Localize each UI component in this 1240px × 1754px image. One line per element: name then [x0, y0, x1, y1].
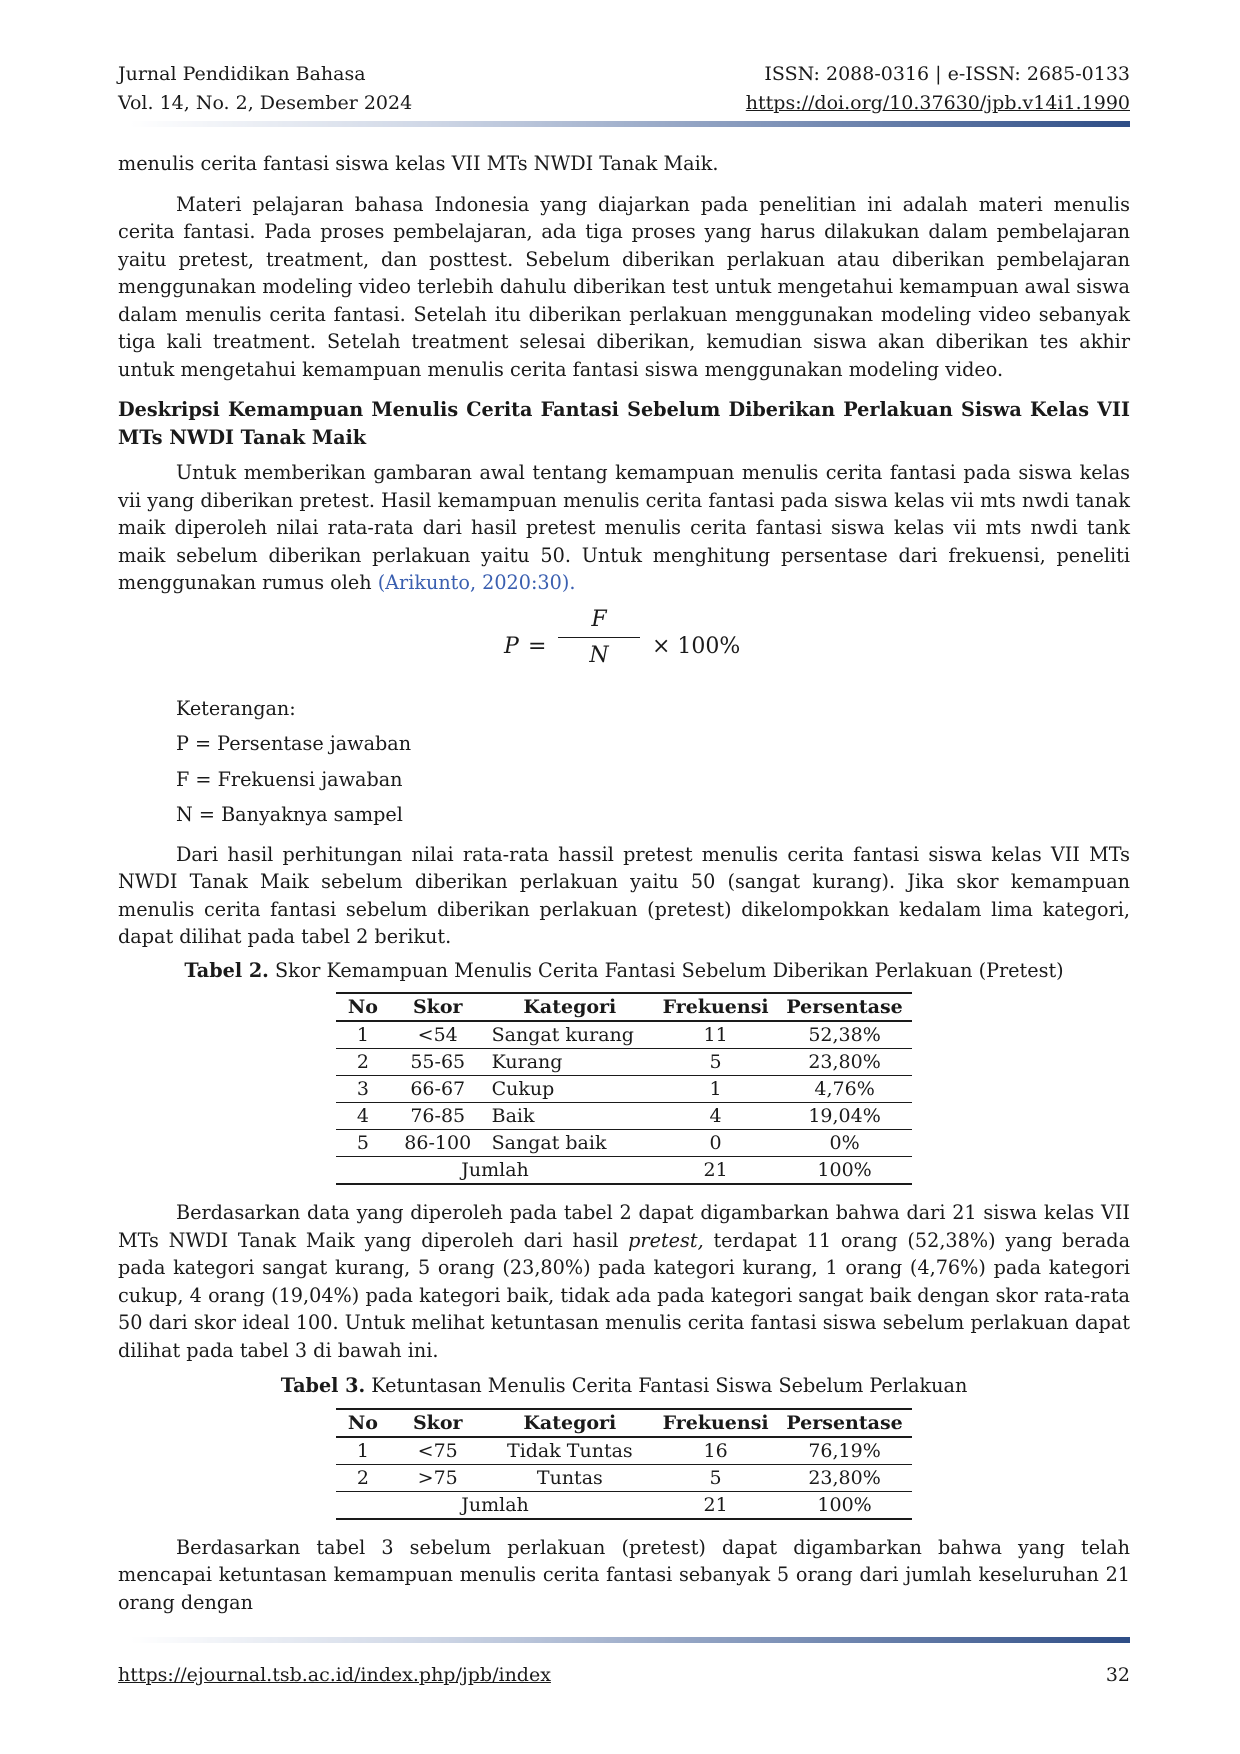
- formula-legend: [176, 695, 1130, 829]
- cell-kategori: Kurang: [486, 1049, 654, 1076]
- table-row: [336, 1076, 912, 1103]
- cell-no: 1: [336, 1021, 390, 1049]
- journal-volume: Vol. 14, No. 2, Desember 2024: [118, 92, 413, 114]
- page-number: 32: [1105, 1664, 1130, 1686]
- cell-frekuensi: 16: [654, 1437, 777, 1465]
- table-row: [336, 1464, 912, 1491]
- table3-title: Ketuntasan Menulis Cerita Fantasi Siswa Sebelum Perlakuan: [365, 1374, 968, 1397]
- cell-frekuensi: 0: [654, 1130, 777, 1157]
- column-header: Persentase: [777, 1409, 912, 1437]
- table-row: [336, 1130, 912, 1157]
- cell-skor: >75: [390, 1464, 486, 1491]
- cell-skor: 86-100: [390, 1130, 486, 1157]
- paragraph-text: terdapat 11 orang (52,38%) yang berada pada kategori sangat kurang, 5 orang (23,80%) pada kategori kurang, 1 orang (4,76%) pada kategori cukup, 4 orang (19,04%) pada kategori baik, tidak ada pada kategori sangat baik dengan skor rata-rata 50 dari skor ideal 100. Untuk melihat ketuntasan menulis cerita fantasi siswa sebelum perlakuan dapat dilihat pada tabel 3 di bawah ini.: [118, 1228, 1131, 1362]
- percentage-formula: [118, 603, 1130, 683]
- table2-title: Skor Kemampuan Menulis Cerita Fantasi Sebelum Diberikan Perlakuan (Pretest): [268, 958, 1064, 982]
- cell-no: 3: [336, 1076, 390, 1103]
- running-footer: [118, 1664, 1130, 1686]
- table3-label: Tabel 3.: [280, 1374, 366, 1397]
- table-row: [336, 1049, 912, 1076]
- paragraph: [118, 1199, 1130, 1364]
- cell-persentase: 19,04%: [777, 1103, 912, 1130]
- cell-no: 5: [336, 1130, 390, 1157]
- doi-link[interactable]: https://doi.org/10.37630/jpb.v14i1.1990: [745, 92, 1130, 114]
- journal-name: Jurnal Pendidikan Bahasa: [118, 63, 366, 85]
- cell-skor: 66-67: [390, 1076, 486, 1103]
- cell-no: 2: [336, 1464, 390, 1491]
- table-header-row: [336, 1409, 912, 1437]
- column-header: Kategori: [486, 993, 654, 1021]
- column-header: Kategori: [486, 1409, 654, 1437]
- table3: [336, 1408, 912, 1520]
- paragraph: [118, 459, 1130, 597]
- table2-caption: [118, 957, 1130, 985]
- column-header: No: [336, 1409, 390, 1437]
- column-header: No: [336, 993, 390, 1021]
- cell-kategori: Sangat kurang: [486, 1021, 654, 1049]
- cell-kategori: Sangat baik: [486, 1130, 654, 1157]
- cell-frekuensi: 5: [654, 1464, 777, 1491]
- column-header: Frekuensi: [654, 993, 777, 1021]
- cell-total-persentase: 100%: [777, 1491, 912, 1519]
- column-header: Skor: [390, 1409, 486, 1437]
- paragraph-text: Berdasarkan data yang diperoleh pada tabel 2 dapat digambarkan bahwa dari 21 siswa kelas VII MTs NWDI Tanak Maik yang diperoleh dari hasil: [118, 1201, 1130, 1252]
- cell-skor: 55-65: [390, 1049, 486, 1076]
- cell-total-label: Jumlah: [336, 1491, 654, 1519]
- cell-no: 1: [336, 1437, 390, 1465]
- column-header: Frekuensi: [654, 1409, 777, 1437]
- formula-lhs: P: [504, 633, 519, 659]
- cell-total-frekuensi: 21: [654, 1491, 777, 1519]
- table-total-row: [336, 1157, 912, 1185]
- cell-kategori: Tidak Tuntas: [486, 1437, 654, 1465]
- cell-kategori: Tuntas: [486, 1464, 654, 1491]
- cell-frekuensi: 11: [654, 1021, 777, 1049]
- cell-no: 4: [336, 1103, 390, 1130]
- table-row: [336, 1103, 912, 1130]
- formula-multiplier: × 100%: [652, 633, 741, 659]
- cell-frekuensi: 5: [654, 1049, 777, 1076]
- paragraph: Berdasarkan tabel 3 sebelum perlakuan (pretest) dapat digambarkan bahwa yang telah mencapai ketuntasan kemampuan menulis cerita fantasi sebanyak 5 orang dari jumlah keseluruhan 21 orang dengan: [118, 1535, 1130, 1614]
- table2-label: Tabel 2.: [184, 958, 269, 982]
- table2: [336, 992, 912, 1185]
- cell-total-persentase: 100%: [777, 1157, 912, 1185]
- cell-total-frekuensi: 21: [654, 1157, 777, 1185]
- cell-kategori: Baik: [486, 1103, 654, 1130]
- cell-persentase: 52,38%: [777, 1021, 912, 1049]
- cell-total-label: Jumlah: [336, 1157, 654, 1185]
- cell-persentase: 23,80%: [777, 1049, 912, 1076]
- cell-kategori: Cukup: [486, 1076, 654, 1103]
- formula-denominator: N: [589, 642, 609, 668]
- legend-item: N = Banyaknya sampel: [176, 803, 403, 826]
- table-total-row: [336, 1491, 912, 1519]
- header-divider: [130, 121, 1130, 127]
- formula-fraction: [558, 603, 640, 672]
- table-row: [336, 1437, 912, 1465]
- paragraph: Materi pelajaran bahasa Indonesia yang diajarkan pada penelitian ini adalah materi menulis cerita fantasi. Pada proses pembelajaran, ada tiga proses yang harus dilakukan dalam pembelajaran yaitu pretest, treatment, dan posttest. Sebelum diberikan perlakuan atau diberikan pembelajaran menggunakan modeling video terlebih dahulu diberikan test untuk mengetahui kemampuan awal siswa dalam menulis cerita fantasi. Setelah itu diberikan perlakuan menggunakan modeling video sebanyak tiga kali treatment. Setelah treatment selesai diberikan, kemudian siswa akan diberikan tes akhir untuk mengetahui kemampuan menulis cerita fantasi siswa menggunakan modeling video.: [118, 192, 1130, 381]
- cell-frekuensi: 1: [654, 1076, 777, 1103]
- legend-item: F = Frekuensi jawaban: [176, 767, 403, 791]
- column-header: Persentase: [777, 993, 912, 1021]
- cell-skor: <75: [390, 1437, 486, 1465]
- legend-item: P = Persentase jawaban: [176, 732, 412, 755]
- journal-url-link[interactable]: https://ejournal.tsb.ac.id/index.php/jpb/index: [118, 1664, 551, 1686]
- cell-persentase: 23,80%: [777, 1464, 912, 1491]
- footer-divider: [130, 1637, 1130, 1643]
- table-header-row: [336, 993, 912, 1021]
- section-heading: Deskripsi Kemampuan Menulis Cerita Fantasi Sebelum Diberikan Perlakuan Siswa Kelas VII MTs NWDI Tanak Maik: [118, 398, 1130, 449]
- formula-equals: =: [528, 633, 547, 659]
- table-row: [336, 1021, 912, 1049]
- cell-persentase: 0%: [777, 1130, 912, 1157]
- cell-persentase: 4,76%: [777, 1076, 912, 1103]
- article-body: [118, 150, 1130, 1629]
- table3-caption: [118, 1372, 1130, 1400]
- cell-skor: 76-85: [390, 1103, 486, 1130]
- formula-numerator: F: [591, 606, 607, 632]
- paragraph: Dari hasil perhitungan nilai rata-rata hassil pretest menulis cerita fantasi siswa kelas VII MTs NWDI Tanak Maik sebelum diberikan perlakuan yaitu 50 (sangat kurang). Jika skor kemampuan menulis cerita fantasi sebelum diberikan perlakuan (pretest) dikelompokkan kedalam lima kategori, dapat dilihat pada tabel 2 berikut.: [118, 842, 1130, 948]
- paragraph: menulis cerita fantasi siswa kelas VII MTs NWDI Tanak Maik.: [118, 152, 719, 175]
- legend-title: Keterangan:: [176, 696, 296, 720]
- cell-persentase: 76,19%: [777, 1437, 912, 1465]
- cell-frekuensi: 4: [654, 1103, 777, 1130]
- paragraph-text: Untuk memberikan gambaran awal tentang kemampuan menulis cerita fantasi pada siswa kelas vii yang diberikan pretest. Hasil kemampuan menulis cerita fantasi pada siswa kelas vii mts nwdi tanak maik diperoleh nilai rata-rata dari hasil pretest menulis cerita fantasi siswa kelas vii mts nwdi tank maik sebelum diberikan perlakuan yaitu 50. Untuk menghitung persentase dari frekuensi, peneliti menggunakan rumus oleh: [118, 461, 1130, 594]
- column-header: Skor: [390, 993, 486, 1021]
- cell-no: 2: [336, 1049, 390, 1076]
- cell-skor: <54: [390, 1021, 486, 1049]
- journal-issn: ISSN: 2088-0316 | e-ISSN: 2685-0133: [764, 63, 1130, 85]
- emphasis-text: pretest,: [628, 1228, 704, 1252]
- citation-link[interactable]: (Arikunto, 2020:30).: [377, 571, 576, 594]
